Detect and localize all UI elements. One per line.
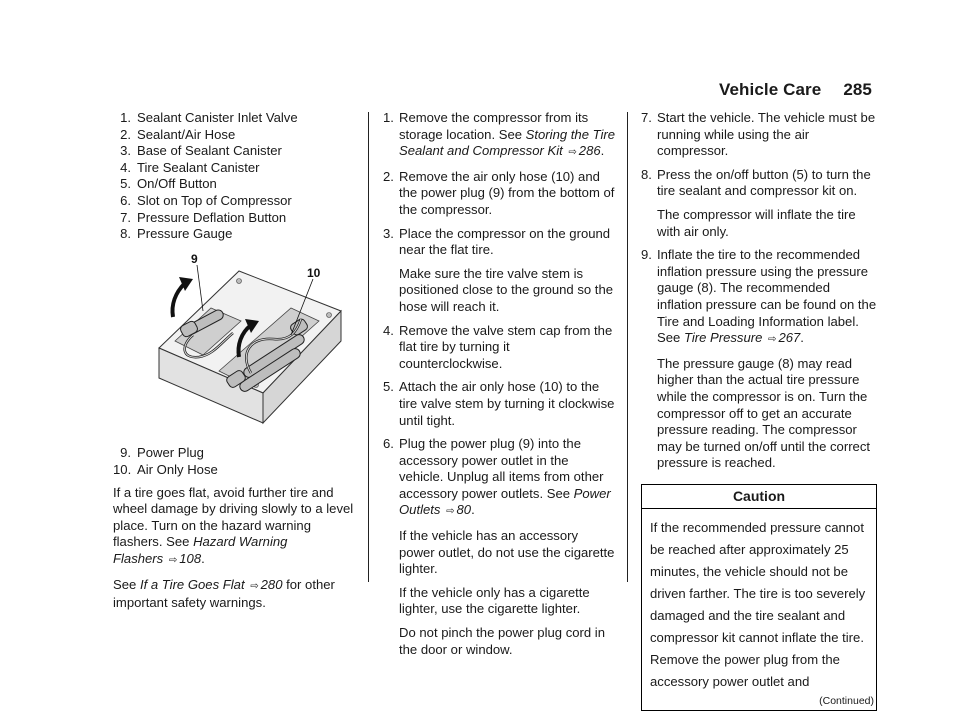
cross-reference-link[interactable]: Tire Pressure xyxy=(683,330,763,346)
page-arrow-icon: ⇨ xyxy=(768,334,777,346)
column-middle xyxy=(383,110,616,665)
caution-title: Caution xyxy=(642,485,876,510)
page-arrow-icon: ⇨ xyxy=(568,147,577,159)
page-arrow-icon: ⇨ xyxy=(446,506,455,518)
step-item: 3. Place the compressor on the ground near the flat tire. Make sure the tire valve stem is positioned close to the ground so the hose will reach it. xyxy=(383,225,614,314)
figure-legend-top xyxy=(113,110,363,243)
paragraph: See If a Tire Goes Flat ⇨ 280 for other important safety warnings. xyxy=(113,576,335,611)
page-arrow-icon: ⇨ xyxy=(250,580,259,592)
callout-10: 10 xyxy=(307,265,321,280)
list-item: 5. On/Off Button xyxy=(120,176,217,192)
step-item: 5. Attach the air only hose (10) to the tire valve stem by turning it clockwise until tight. xyxy=(383,379,615,428)
step-item: 9. Inflate the tire to the recommended inflation pressure using the pressure gauge (8). The recommended inflation pressure can be found on the Tire and Loading Information label. See Tire Pressure ⇨ 267. The pressure gauge (8) may read higher than the actual tire pressure while the compressor is on. Turn the compressor off to get an accurate pressure reading. The compressor may be turned on/off until the correct pressure is reached. xyxy=(641,247,877,471)
list-item: 4. Tire Sealant Canister xyxy=(120,159,260,175)
list-item: 3. Base of Sealant Canister xyxy=(120,143,282,159)
list-item: 6. Slot on Top of Compressor xyxy=(120,192,292,208)
cross-reference-link[interactable]: If a Tire Goes Flat xyxy=(139,576,245,592)
step-item: 2. Remove the air only hose (10) and the power plug (9) from the bottom of the compressor. xyxy=(383,168,615,217)
column-divider xyxy=(627,112,628,582)
caution-text: If the recommended pressure cannot be reached after approximately 25 minutes, the vehicle should not be driven farther. The tire is too severely damaged and the tire sealant and compressor kit cannot inflate the tire. Remove the power plug from the accessory power outlet and xyxy=(650,520,866,690)
list-item: 10. Air Only Hose xyxy=(113,461,218,477)
callout-9: 9 xyxy=(191,252,198,266)
page-number: 285 xyxy=(843,80,872,99)
page-arrow-icon: ⇨ xyxy=(168,554,178,566)
list-item: 2. Sealant/Air Hose xyxy=(120,126,236,142)
step-item: 1. Remove the compressor from its storage location. See Storing the Tire Sealant and Compressor Kit ⇨ 286. xyxy=(383,110,616,159)
column-divider xyxy=(368,112,369,582)
paragraph: If a tire goes flat, avoid further tire and wheel damage by driving slowly to a level place. Turn on the hazard warning flashers. See Hazard Warning Flashers ⇨ 108. xyxy=(113,484,354,566)
cross-reference-link[interactable]: Storing the Tire Sealant and Compressor Kit xyxy=(399,126,616,159)
step-item: 4. Remove the valve stem cap from the flat tire by turning it counterclockwise. xyxy=(383,322,613,371)
list-item: 8. Pressure Gauge xyxy=(120,226,233,242)
cross-reference-link[interactable]: Hazard Warning Flashers xyxy=(113,534,288,566)
list-item: 7. Pressure Deflation Button xyxy=(120,209,287,225)
step-item: 6. Plug the power plug (9) into the accessory power outlet in the vehicle. Unplug all items from other accessory power outlets. See Power Outlets ⇨ 80. If the vehicle has an accessory power outlet, do not use the cigarette lighter. If the vehicle only has a cigarette lighter, use the cigarette lighter. Do not pinch the power plug cord in the door or window. xyxy=(383,436,615,657)
list-item: 9. Power Plug xyxy=(120,445,204,461)
column-left xyxy=(113,110,363,619)
continued-label: (Continued) xyxy=(819,695,874,708)
caution-box xyxy=(641,484,877,711)
compressor-hoses-illustration xyxy=(141,253,351,433)
cross-reference-link[interactable]: Power Outlets xyxy=(399,485,611,518)
step-item: 8. Press the on/off button (5) to turn the tire sealant and compressor kit on. The compressor will inflate the tire with air only. xyxy=(641,166,871,239)
list-item: 1. Sealant Canister Inlet Valve xyxy=(120,110,298,125)
column-right xyxy=(641,110,877,711)
figure-legend-bottom xyxy=(113,445,363,478)
page-header xyxy=(719,80,872,100)
step-item: 7. Start the vehicle. The vehicle must be running while using the air compressor. xyxy=(641,110,876,159)
section-title: Vehicle Care xyxy=(719,80,822,99)
